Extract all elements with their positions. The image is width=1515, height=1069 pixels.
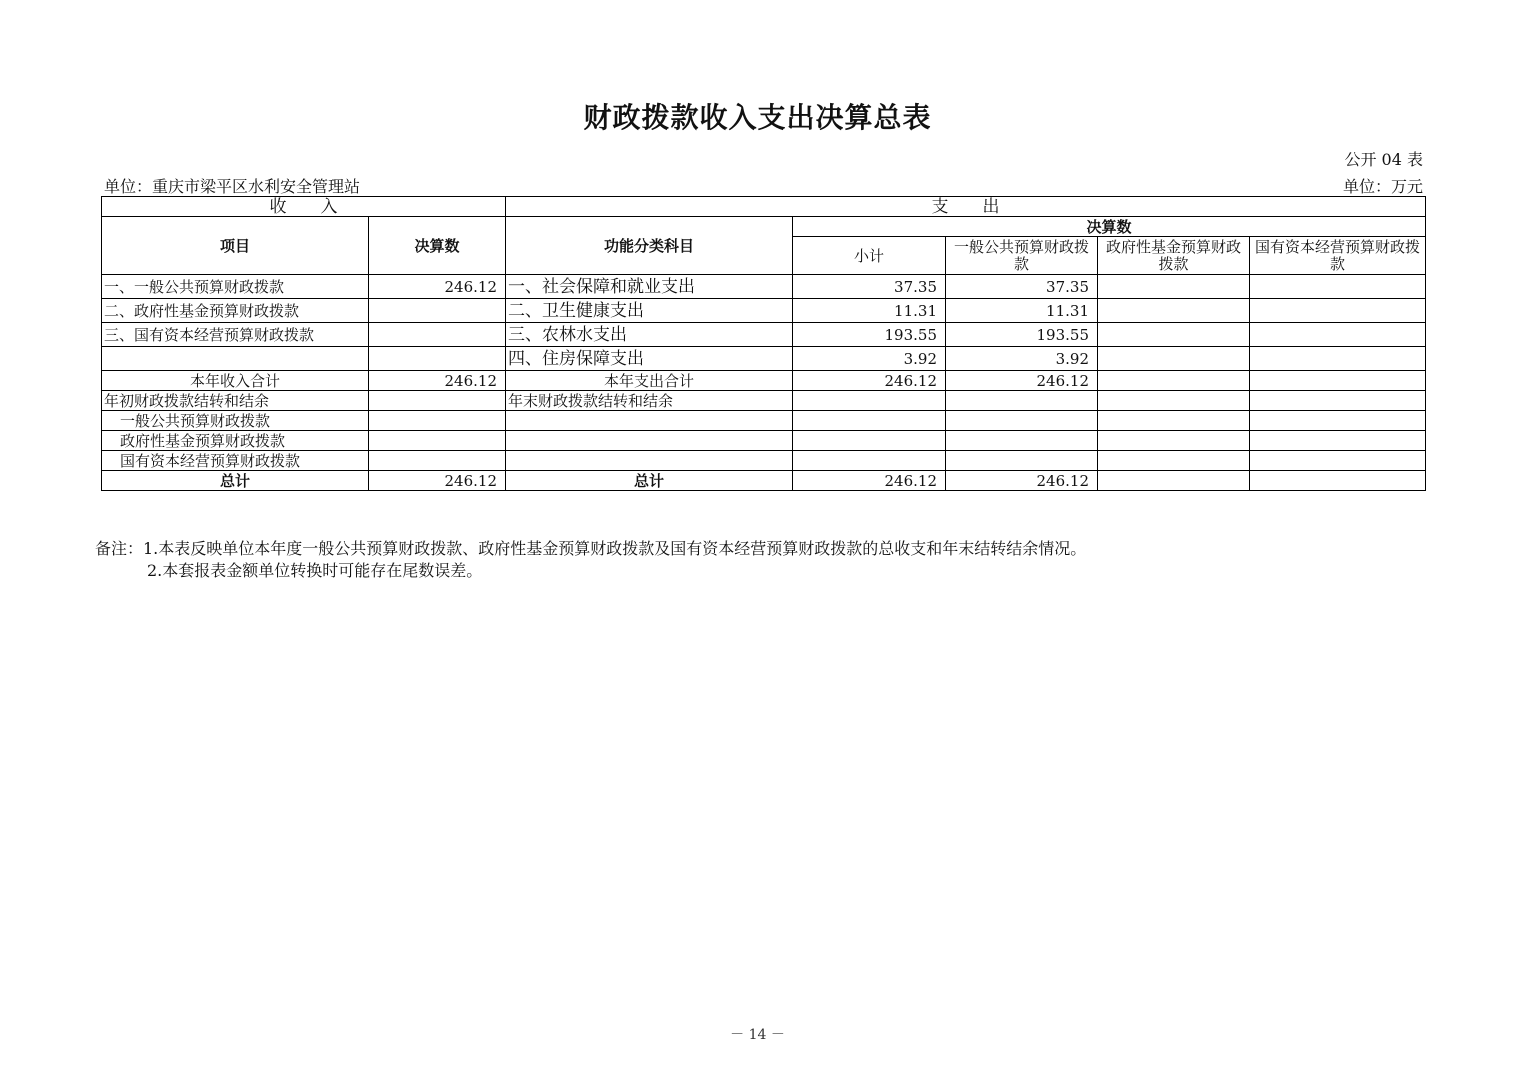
notes	[95, 538, 1086, 582]
income-item-cell: 国有资本经营预算财政拨款	[102, 451, 369, 471]
subtotal-cell: 11.31	[793, 299, 946, 323]
table-row	[102, 411, 1426, 431]
general-budget-cell	[946, 431, 1098, 451]
subtotal-cell	[793, 391, 946, 411]
income-item-cell: 年初财政拨款结转和结余	[102, 391, 369, 411]
page-number: － 14 －	[730, 1027, 785, 1043]
general-budget-cell	[946, 451, 1098, 471]
expense-item-cell: 四、住房保障支出	[506, 347, 793, 371]
subtotal-cell	[793, 411, 946, 431]
income-amount-cell	[369, 347, 506, 371]
gov-fund-cell	[1098, 471, 1250, 491]
income-section-header: 收 入	[102, 197, 506, 217]
table-row	[102, 299, 1426, 323]
general-budget-cell: 246.12	[946, 371, 1098, 391]
general-budget-column-header: 一般公共预算财政拨款	[946, 237, 1098, 275]
subtotal-cell	[793, 451, 946, 471]
general-budget-cell: 37.35	[946, 275, 1098, 299]
form-number: 公开 04 表	[1344, 150, 1423, 169]
item-column-header: 项目	[102, 217, 369, 275]
state-capital-cell	[1250, 275, 1426, 299]
income-item-cell: 政府性基金预算财政拨款	[102, 431, 369, 451]
state-capital-cell	[1250, 347, 1426, 371]
subtotal-cell: 3.92	[793, 347, 946, 371]
grand-total-label-cell: 总计	[102, 471, 369, 491]
expense-item-cell	[506, 411, 793, 431]
table-row	[102, 371, 1426, 391]
general-budget-cell: 3.92	[946, 347, 1098, 371]
general-budget-cell: 193.55	[946, 323, 1098, 347]
gov-fund-cell	[1098, 323, 1250, 347]
fiscal-summary-table	[101, 196, 1426, 491]
final-amount-group-header: 决算数	[793, 217, 1426, 237]
income-amount-cell: 246.12	[369, 275, 506, 299]
income-amount-cell	[369, 451, 506, 471]
unit-measure: 单位：万元	[1342, 177, 1423, 196]
general-budget-cell	[946, 391, 1098, 411]
table-row	[102, 431, 1426, 451]
table-row	[102, 391, 1426, 411]
gov-fund-cell	[1098, 391, 1250, 411]
table-row	[102, 323, 1426, 347]
expense-item-cell: 一、社会保障和就业支出	[506, 275, 793, 299]
income-amount-cell	[369, 411, 506, 431]
amount-column-header: 决算数	[369, 217, 506, 275]
general-budget-cell: 11.31	[946, 299, 1098, 323]
gov-fund-cell	[1098, 347, 1250, 371]
gov-fund-cell	[1098, 299, 1250, 323]
gov-fund-column-header: 政府性基金预算财政拨款	[1098, 237, 1250, 275]
income-amount-cell	[369, 431, 506, 451]
expense-item-cell	[506, 431, 793, 451]
unit-name: 单位：重庆市梁平区水利安全管理站	[104, 177, 361, 196]
note-line-1: 备注：1.本表反映单位本年度一般公共预算财政拨款、政府性基金预算财政拨款及国有资本经营预算财政拨款的总收支和年末结转结余情况。	[95, 539, 1087, 558]
state-capital-cell	[1250, 323, 1426, 347]
state-capital-cell	[1250, 411, 1426, 431]
func-subject-column-header: 功能分类科目	[506, 217, 793, 275]
subtotal-column-header: 小计	[793, 237, 946, 275]
state-capital-column-header: 国有资本经营预算财政拨款	[1250, 237, 1426, 275]
subtotal-cell: 246.12	[793, 371, 946, 391]
expense-total-label-cell: 本年支出合计	[506, 371, 793, 391]
income-amount-cell	[369, 323, 506, 347]
income-item-cell: 三、国有资本经营预算财政拨款	[102, 323, 369, 347]
gov-fund-cell	[1098, 431, 1250, 451]
grand-total-label-cell: 总计	[506, 471, 793, 491]
subtotal-cell: 246.12	[793, 471, 946, 491]
general-budget-cell	[946, 411, 1098, 431]
state-capital-cell	[1250, 431, 1426, 451]
table-row	[102, 471, 1426, 491]
income-amount-cell: 246.12	[369, 371, 506, 391]
gov-fund-cell	[1098, 275, 1250, 299]
gov-fund-cell	[1098, 411, 1250, 431]
gov-fund-cell	[1098, 371, 1250, 391]
income-total-label-cell: 本年收入合计	[102, 371, 369, 391]
income-item-cell: 一般公共预算财政拨款	[102, 411, 369, 431]
income-amount-cell	[369, 391, 506, 411]
income-item-cell	[102, 347, 369, 371]
expense-item-cell: 三、农林水支出	[506, 323, 793, 347]
income-amount-cell	[369, 299, 506, 323]
page-title: 财政拨款收入支出决算总表	[583, 101, 932, 134]
table-row	[102, 451, 1426, 471]
general-budget-cell: 246.12	[946, 471, 1098, 491]
income-item-cell: 一、一般公共预算财政拨款	[102, 275, 369, 299]
table-row	[102, 347, 1426, 371]
expense-item-cell: 二、卫生健康支出	[506, 299, 793, 323]
gov-fund-cell	[1098, 451, 1250, 471]
income-amount-cell: 246.12	[369, 471, 506, 491]
expense-item-cell	[506, 451, 793, 471]
state-capital-cell	[1250, 471, 1426, 491]
expense-item-cell: 年末财政拨款结转和结余	[506, 391, 793, 411]
subtotal-cell: 193.55	[793, 323, 946, 347]
state-capital-cell	[1250, 451, 1426, 471]
state-capital-cell	[1250, 299, 1426, 323]
subtotal-cell	[793, 431, 946, 451]
note-line-2: 2.本套报表金额单位转换时可能存在尾数误差。	[147, 561, 483, 580]
table-row	[102, 275, 1426, 299]
state-capital-cell	[1250, 371, 1426, 391]
state-capital-cell	[1250, 391, 1426, 411]
income-item-cell: 二、政府性基金预算财政拨款	[102, 299, 369, 323]
expense-section-header: 支 出	[506, 197, 1426, 217]
subtotal-cell: 37.35	[793, 275, 946, 299]
